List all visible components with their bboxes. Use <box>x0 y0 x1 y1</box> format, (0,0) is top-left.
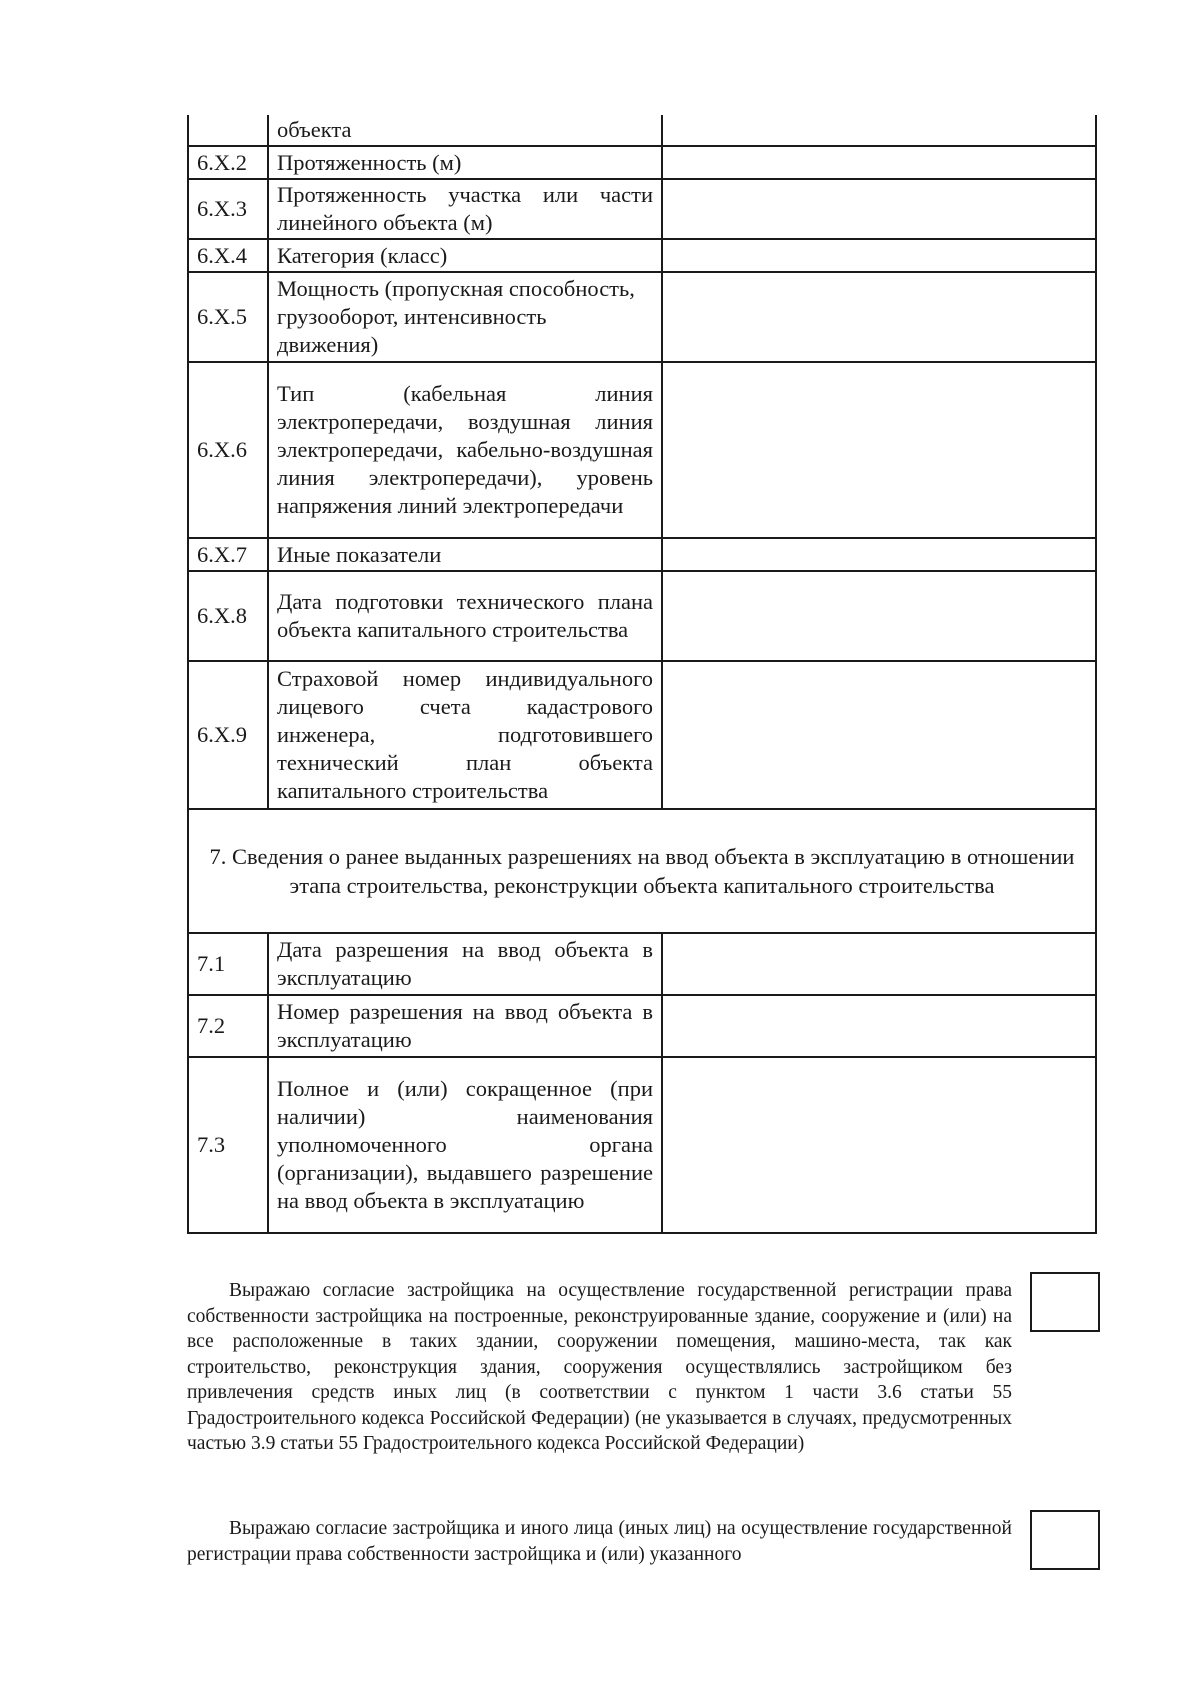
table-row <box>188 362 1096 538</box>
row-number: 6.Х.9 <box>188 661 268 809</box>
section-heading-row <box>188 809 1096 933</box>
table-row <box>188 538 1096 571</box>
row-number: 6.Х.4 <box>188 239 268 272</box>
row-value-cell[interactable] <box>662 571 1096 661</box>
row-number: 6.Х.3 <box>188 179 268 239</box>
row-value-cell[interactable] <box>662 538 1096 571</box>
row-value-cell[interactable] <box>662 995 1096 1057</box>
table-row <box>188 272 1096 362</box>
consent-paragraph-2 <box>187 1516 1012 1567</box>
row-value-cell[interactable] <box>662 933 1096 995</box>
table-row <box>188 995 1096 1057</box>
row-label: Полное и (или) сокращенное (при наличии) наименования уполномоченного органа (организации), выдавшего разрешение на ввод объекта в эксплуатацию <box>268 1057 662 1233</box>
row-number: 6.Х.5 <box>188 272 268 362</box>
row-label: объекта <box>268 115 662 146</box>
row-label: Номер разрешения на ввод объекта в эксплуатацию <box>268 995 662 1057</box>
row-value-cell[interactable] <box>662 362 1096 538</box>
row-label: Тип (кабельная линия электропередачи, воздушная линия электропередачи, кабельно-воздушная линия электропередачи), уровень напряжения линий электропередачи <box>268 362 662 538</box>
row-value-cell[interactable] <box>662 1057 1096 1233</box>
row-label: Дата подготовки технического плана объекта капитального строительства <box>268 571 662 661</box>
table-row <box>188 239 1096 272</box>
row-number: 7.2 <box>188 995 268 1057</box>
row-label: Иные показатели <box>268 538 662 571</box>
section-7-heading: 7. Сведения о ранее выданных разрешениях на ввод объекта в эксплуатацию в отношении этапа строительства, реконструкции объекта капитального строительства <box>188 809 1096 933</box>
row-label: Мощность (пропускная способность, грузооборот, интенсивность движения) <box>268 272 662 362</box>
table-row <box>188 179 1096 239</box>
form-table <box>187 115 1097 1234</box>
row-value-cell[interactable] <box>662 239 1096 272</box>
row-number: 7.1 <box>188 933 268 995</box>
row-label: Категория (класс) <box>268 239 662 272</box>
row-value-cell[interactable] <box>662 115 1096 146</box>
row-number: 6.Х.7 <box>188 538 268 571</box>
consent-checkbox-2[interactable] <box>1030 1510 1100 1570</box>
table-row <box>188 115 1096 146</box>
consent-text: Выражаю согласие застройщика и иного лица (иных лиц) на осуществление государственной регистрации права собственности застройщика и (или) указанного <box>187 1518 1012 1565</box>
row-value-cell[interactable] <box>662 272 1096 362</box>
row-value-cell[interactable] <box>662 661 1096 809</box>
table-row <box>188 661 1096 809</box>
row-label: Протяженность участка или части линейного объекта (м) <box>268 179 662 239</box>
consent-text: Выражаю согласие застройщика на осуществление государственной регистрации права собственности застройщика на построенные, реконструированные здание, сооружение и (или) на все расположенные в таких здании, сооружении помещения, машино-места, так как строительство, реконструкция здания, сооружения осуществлялись застройщиком без привлечения средств иных лиц (в соответствии с пунктом 1 части 3.6 статьи 55 Градостроительного кодекса Российской Федерации) (не указывается в случаях, предусмотренных частью 3.9 статьи 55 Градостроительного кодекса Российской Федерации) <box>187 1280 1012 1454</box>
row-number: 6.Х.2 <box>188 146 268 179</box>
table-row <box>188 146 1096 179</box>
consent-checkbox-1[interactable] <box>1030 1272 1100 1332</box>
row-number: 7.3 <box>188 1057 268 1233</box>
table-row <box>188 1057 1096 1233</box>
row-value-cell[interactable] <box>662 179 1096 239</box>
row-number: 6.Х.6 <box>188 362 268 538</box>
table-row <box>188 933 1096 995</box>
row-label: Протяженность (м) <box>268 146 662 179</box>
row-number: 6.Х.8 <box>188 571 268 661</box>
row-number <box>188 115 268 146</box>
consent-paragraph-1 <box>187 1278 1012 1457</box>
row-label: Дата разрешения на ввод объекта в эксплуатацию <box>268 933 662 995</box>
row-value-cell[interactable] <box>662 146 1096 179</box>
table-row <box>188 571 1096 661</box>
row-label: Страховой номер индивидуального лицевого счета кадастрового инженера, подготовившего технический план объекта капитального строительства <box>268 661 662 809</box>
